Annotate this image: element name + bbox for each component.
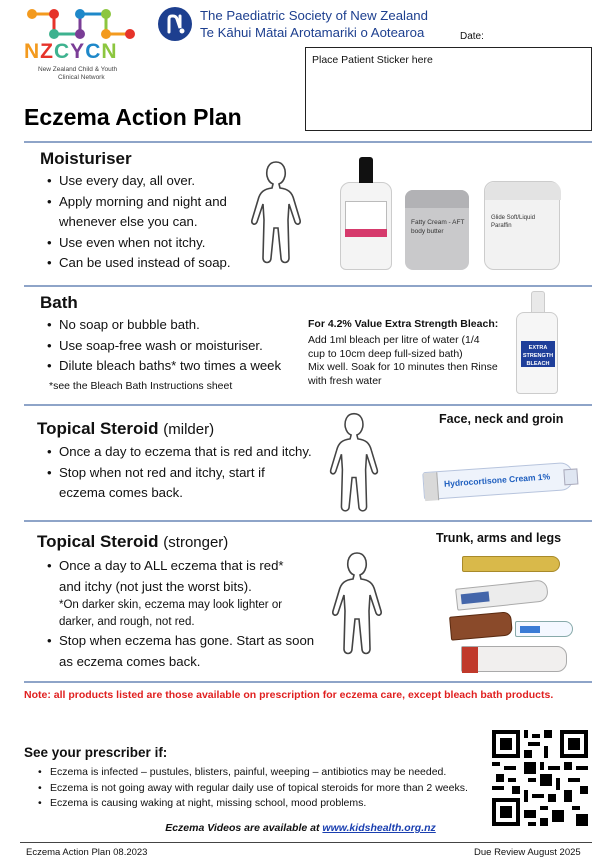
bleach-line: Mix well. Soak for 10 minutes then Rinse [308,361,498,373]
patient-sticker-box[interactable] [305,47,592,131]
list-item: • No soap or bubble bath. [47,315,281,336]
moisturiser-list [47,171,231,274]
list-item: • Use even when not itchy. [47,233,231,254]
bleach-footnote: *see the Bleach Bath Instructions sheet [49,380,233,392]
divider [24,681,592,683]
date-label: Date: [460,31,484,42]
steroid-mild-title: Topical Steroid [37,419,159,438]
list-item: eczema comes back. [59,485,183,500]
qr-code-icon[interactable] [492,730,588,826]
bleach-line: with fresh water [308,374,382,387]
videos-text: Eczema Videos are available at [165,822,323,834]
nzcycn-subtitle-1: New Zealand Child & Youth [38,66,118,73]
sticker-label: Place Patient Sticker here [312,54,433,66]
glide-paraffin-tub [484,181,560,270]
nzcycn-letter: Y [70,40,86,63]
product-label: Fatty Cream - AFT body butter [411,219,465,235]
steroid-mild-heading [37,419,214,439]
steroid-tube-red [461,646,567,672]
steroid-mild-subtitle: (milder) [163,421,215,438]
list-item: • Once a day to eczema that is red and itchy. [47,442,312,463]
nzcycn-wordmark [24,40,118,64]
bleach-line: cup to 10cm deep full-sized bath) [308,347,463,360]
list-item: as eczema comes back. [59,653,201,669]
product-label: EXTRA STRENGTH BLEACH [521,341,555,367]
hydrocortisone-tube [422,462,574,500]
moisturiser-heading: Moisturiser [40,149,132,168]
steroid-tube-blue [515,621,573,637]
prescriber-list [38,765,468,812]
network-graph-icon [24,6,136,40]
list-item: • Dilute bleach baths* two times a week [47,356,281,377]
nzcycn-letter: C [85,40,102,63]
body-outline-icon [246,158,306,268]
area-label-face: Face, neck and groin [439,412,564,426]
list-item: • Once a day to ALL eczema that is red* [47,556,314,577]
nzcycn-logo [22,6,152,82]
nzcycn-letter: N [24,40,41,63]
bath-heading: Bath [40,293,78,312]
nzcycn-letter: N [101,40,118,63]
bleach-line: Add 1ml bleach per litre of water (1/4 [308,334,480,346]
nzcycn-subtitle-2: Clinical Network [58,74,105,81]
footer-rule [20,842,592,843]
list-item: whenever else you can. [59,214,198,229]
steroid-tube-yellow [462,556,560,572]
list-item: • Can be used instead of soap. [47,253,231,274]
videos-line [0,822,601,834]
list-item: darker, and rough, not red. [59,616,195,628]
list-item: *On darker skin, eczema may look lighter or [59,599,283,611]
body-outline-trunk-icon [327,548,387,660]
steroid-tube-brown [449,611,513,640]
product-label: Hydrocortisone Cream 1% [443,471,551,489]
society-name-en: The Paediatric Society of New Zealand [200,8,428,23]
bleach-bottle [516,312,558,394]
footer-right: Due Review August 2025 [474,847,581,858]
bath-list [47,315,281,377]
fatty-cream-tub [405,190,469,270]
list-item: • Stop when not red and itchy, start if [47,463,312,484]
list-item: and itchy (not just the worst bits). [59,578,252,594]
page-title: Eczema Action Plan [24,104,242,130]
steroid-tube-white [455,579,549,610]
list-item: • Eczema is infected – pustules, blisters, painful, weeping – antibiotics may be needed. [38,765,468,781]
list-item: • Eczema is not going away with regular daily use of topical steroids for more than 2 weeks. [38,781,468,797]
product-label: Glide Soft/Liquid Paraffin [491,215,536,229]
paediatric-society-logo [158,7,192,41]
list-item: • Use soap-free wash or moisturiser. [47,336,281,357]
nzcycn-letter: C [54,40,71,63]
kidshealth-link[interactable]: www.kidshealth.org.nz [322,822,436,834]
prescriber-heading: See your prescriber if: [24,745,168,760]
steroid-mild-list [47,442,312,504]
bleach-heading: For 4.2% Value Extra Strength Bleach: [308,318,499,330]
body-outline-face-icon [325,408,383,518]
steroid-strong-subtitle: (stronger) [163,534,229,551]
steroid-strong-list [47,556,314,672]
products-note: Note: all products listed are those available on prescription for eczema care, except bleach bath products. [24,689,554,701]
divider [24,404,592,406]
divider [24,285,592,287]
bleach-instructions [308,334,498,388]
divider [24,520,592,522]
footer-left: Eczema Action Plan 08.2023 [26,847,148,858]
nzcycn-letter: Z [40,40,54,63]
area-label-trunk: Trunk, arms and legs [436,531,562,545]
list-item: • Eczema is causing waking at night, missing school, mood problems. [38,796,468,812]
steroid-strong-title: Topical Steroid [37,532,159,551]
divider [24,141,592,143]
list-item: • Apply morning and night and [47,192,231,213]
society-emblem-icon [158,7,192,41]
moisturiser-pump-bottle [340,182,392,270]
steroid-strong-heading [37,532,228,552]
society-name-mi: Te Kāhui Mātai Arotamariki o Aotearoa [200,25,425,40]
list-item: • Stop when eczema has gone. Start as soon [47,631,314,652]
list-item: • Use every day, all over. [47,171,231,192]
